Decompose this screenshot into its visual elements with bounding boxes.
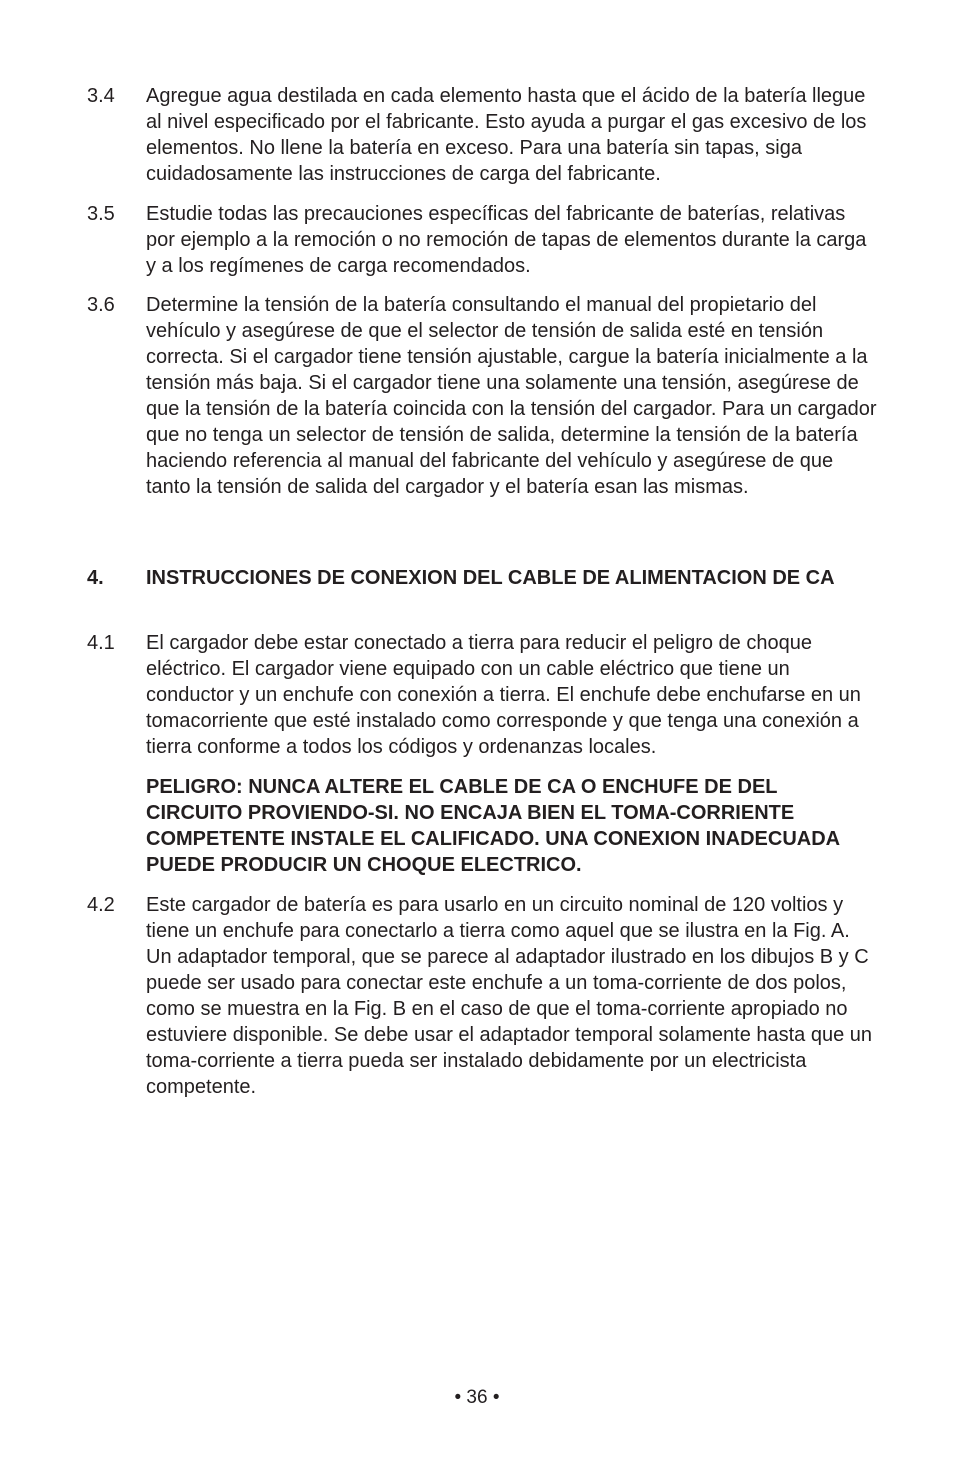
section-4-heading	[87, 565, 877, 591]
section-number: 3.5	[87, 203, 115, 225]
section-number: 4.	[87, 567, 104, 589]
section-text: Determine la tensión de la batería consultando el manual del propietario del vehículo y asegúrese de que el selector de tensión de salida esté en tensión correcta. Si el cargador tiene tensión ajustable, cargue la batería inicialmente a la tensión más baja. Si el cargador tiene una solamente una tensión, asegúrese de que la tensión de la batería coincida con la tensión del cargador. Para un cargador que no tenga un selector de tensión de salida, determine la tensión de la batería haciendo referencia al manual del fabricante del vehículo y asegúrese de que tanto la tensión de salida del cargador y el batería esan las mismas.	[146, 294, 877, 498]
section-text: Este cargador de batería es para usarlo en un circuito nominal de 120 voltios y tiene un enchufe para conectarlo a tierra como aquel que se ilustra en la Fig. A. Un adaptador temporal, que se parece al adaptador ilustrado en los dibujos B y C puede ser usado para conectar este enchufe a un toma-corriente de dos polos, como se muestra en la Fig. B en el caso de que el toma-corriente apropiado no estuviere disponible. Se debe usar el adaptador temporal solamente hasta que un toma-corriente a tierra pueda ser instalado debidamente por un electricista competente.	[146, 894, 873, 1098]
section-3-4	[87, 83, 877, 187]
section-number: 4.2	[87, 894, 115, 916]
section-4-2	[87, 892, 877, 1100]
section-heading: INSTRUCCIONES DE CONEXION DEL CABLE DE ALIMENTACION DE CA	[146, 567, 835, 589]
section-3-5	[87, 201, 877, 279]
section-number: 4.1	[87, 632, 115, 654]
page-number: • 36 •	[454, 1387, 500, 1408]
section-text: Agregue agua destilada en cada elemento hasta que el ácido de la batería llegue al nivel especificado por el fabricante. Esto ayuda a purgar el gas excesivo de los elementos. No llene la batería en exceso. Para una batería sin tapas, siga cuidadosamente las instrucciones de carga del fabricante.	[146, 85, 867, 185]
section-number: 3.4	[87, 85, 115, 107]
danger-warning: PELIGRO: NUNCA ALTERE EL CABLE DE CA O ENCHUFE DE DEL CIRCUITO PROVIENDO-SI. NO ENCAJA BIEN EL TOMA-CORRIENTE COMPETENTE INSTALE EL CALIFICADO. UNA CONEXION INADECUADA PUEDE PRODUCIR UN CHOQUE ELECTRICO.	[146, 776, 840, 876]
section-3-6	[87, 292, 877, 500]
section-number: 3.6	[87, 294, 115, 316]
section-text: El cargador debe estar conectado a tierra para reducir el peligro de choque eléctrico. El cargador viene equipado con un cable eléctrico que tiene un conductor y un enchufe con conexión a tierra. El enchufe debe enchufarse en un tomacorriente que esté instalado como corresponde y que tenga una conexión a tierra conforme a todos los códigos y ordenanzas locales.	[146, 632, 861, 758]
section-text: Estudie todas las precauciones específicas del fabricante de baterías, relativas por ejemplo a la remoción o no remoción de tapas de elementos durante la carga y a los regímenes de carga recomendados.	[146, 203, 867, 277]
section-4-1	[87, 630, 877, 760]
